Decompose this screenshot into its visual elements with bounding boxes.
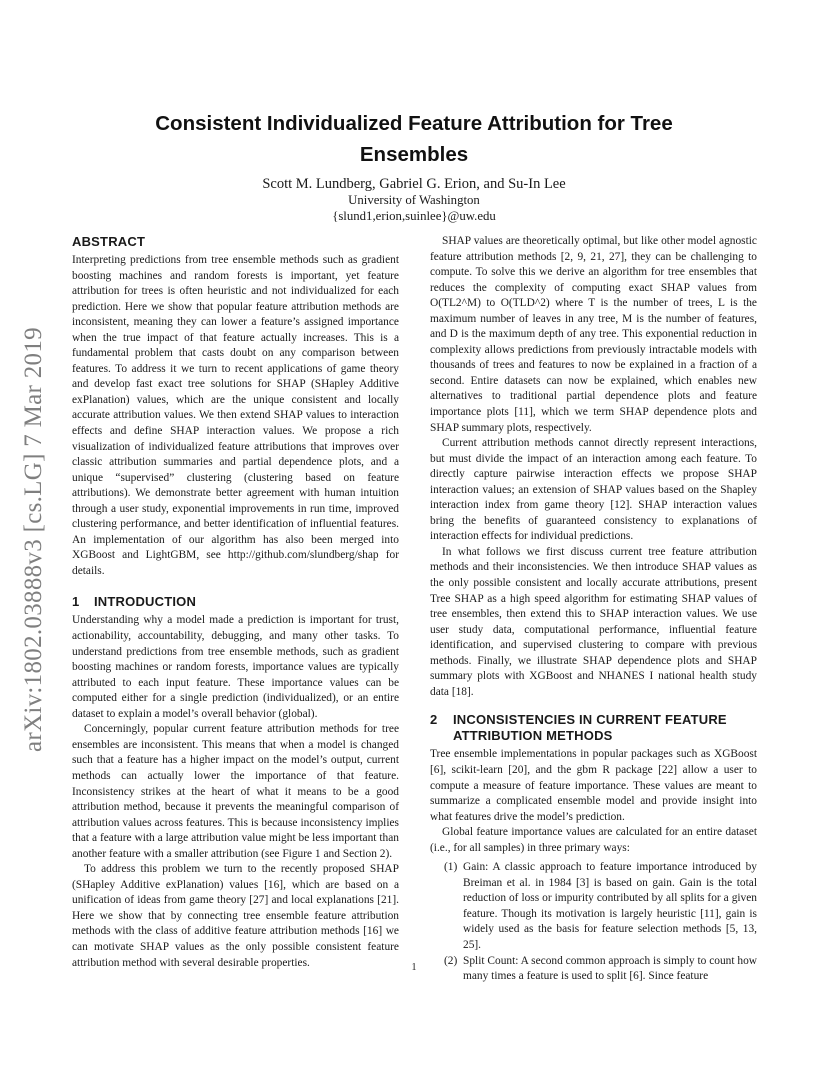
right-column bbox=[430, 234, 757, 985]
list-item-text: Split Count: A second common approach is simply to count how many times a feature is used to split [6]. Since feature bbox=[463, 954, 757, 983]
page-number: 1 bbox=[411, 962, 417, 973]
intro-paragraph-3: To address this problem we turn to the recently proposed SHAP (SHapley Additive exPlanation) values [16], which are based on a unification of ideas from game theory [27] and local explanations [21]. Here we show that by connecting tree ensemble feature attribution methods with the class of additive feature attribution methods [16] we can motivate SHAP values as the only possible consistent feature attribution method with several desirable properties. bbox=[72, 863, 399, 969]
intro-paragraph-5: Current attribution methods cannot directly represent interactions, but must divide the impact of an interaction among each feature. To directly capture pairwise interaction effects we propose SHAP interaction values; an extension of SHAP values based on the Shapley interaction index from game theory [12]. SHAP interaction values bring the benefits of guaranteed consistency to explanations of interaction effects for individual predictions. bbox=[430, 437, 757, 543]
section-number: 2 bbox=[430, 712, 438, 728]
list-item-number: (2) bbox=[444, 954, 458, 967]
section-heading-introduction bbox=[72, 594, 399, 610]
section2-paragraph-1: Tree ensemble implementations in popular packages such as XGBoost [6], scikit-learn [20], and the gbm R package [22] allow a user to compute a measure of feature importance. These values are meant to summarize a complicated ensemble model and provide insight into what features drive the model’s prediction. bbox=[430, 748, 757, 823]
arxiv-identifier: arXiv:1802.03888v3 [cs.LG] 7 Mar 2019 bbox=[20, 327, 47, 752]
intro-paragraph-4: SHAP values are theoretically optimal, but like other model agnostic feature attribution methods [2, 9, 21, 27], they can be challenging to compute. To solve this we derive an algorithm for tree ensembles that reduces the complexity of computing exact SHAP values from O(TL2^M) to O(TLD^2) where T is the number of trees, L is the maximum number of leaves in any tree, M is the number of features, and D is the maximum depth of any tree. This exponential reduction in complexity allows predictions from previously intractable models with thousands of trees and features to now be explained in a fraction of a second. Entire datasets can now be explained, which enables new alternatives to traditional partial dependence plots and feature importance plots [11], which we term SHAP dependence plots and SHAP summary plots, respectively. bbox=[430, 235, 757, 434]
left-column bbox=[72, 234, 399, 971]
paper-title: Consistent Individualized Feature Attribution for Tree Ensembles bbox=[155, 112, 673, 166]
list-item-number: (1) bbox=[444, 861, 458, 874]
section-title: INTRODUCTION bbox=[94, 594, 197, 610]
author-list: Scott M. Lundberg, Gabriel G. Erion, and Su-In Lee bbox=[262, 176, 566, 192]
intro-paragraph-1: Understanding why a model made a prediction is important for trust, actionability, accountability, debugging, and many other tasks. To understand predictions from tree ensemble methods, such as gradient boosting machines or random forests, importance values are typically attributed to each input feature. These importance values can be computed either for a single prediction (individualized), or an entire dataset to explain a model’s overall behavior (global). bbox=[72, 614, 399, 720]
list-item-text: Gain: A classic approach to feature importance introduced by Breiman et al. in 1984 [3] is based on gain. Gain is the total reduction of loss or impurity contributed by all splits for a given feature. Though its motivation is largely heuristic [11], gain is widely used as the basis for feature selection methods [5, 13, 25]. bbox=[463, 861, 757, 951]
affiliation: University of Washington bbox=[348, 193, 480, 207]
section-number: 1 bbox=[72, 594, 80, 610]
abstract-text: Interpreting predictions from tree ensemble methods such as gradient boosting machines and random forests is important, yet feature attribution for trees is often heuristic and not individualized for each prediction. Here we show that popular feature attribution methods are inconsistent, meaning they can lower a feature’s assigned importance when the true impact of that feature actually increases. This is a fundamental problem that casts doubt on any comparison between features. To address it we turn to recent applications of game theory and develop fast exact tree solutions for SHAP (SHapley Additive exPlanation) values, which are the unique consistent and locally accurate attribution values. We then extend SHAP values to interaction effects and define SHAP interaction values. We propose a rich visualization of individualized feature attributions that improves over classic attribution summaries and partial dependence plots, and a unique “supervised” clustering (clustering based on feature attributions). We demonstrate better agreement with human intuition through a user study, exponential improvements in run time, improved clustering performance, and better identification of influential features. An implementation of our algorithm has also been merged into XGBoost and LightGBM, see http://github.com/slundberg/shap for details. bbox=[72, 254, 399, 577]
intro-paragraph-6: In what follows we first discuss current tree feature attribution methods and their inconsistencies. We then introduce SHAP values as the only possible consistent and locally accurate attributions, present Tree SHAP as a high speed algorithm for estimating SHAP values of tree ensembles, then extend this to SHAP interaction values. We use user study data, computational performance, influential feature identification, and supervised clustering to compare with previous methods. Finally, we illustrate SHAP dependence plots and SHAP summary plots with XGBoost and NHANES I national health study data [18]. bbox=[430, 545, 757, 698]
section-title: INCONSISTENCIES IN CURRENT FEATURE ATTRIBUTION METHODS bbox=[453, 712, 727, 744]
list-item bbox=[430, 860, 757, 953]
section-heading-inconsistencies bbox=[430, 712, 757, 744]
section2-paragraph-2: Global feature importance values are calculated for an entire dataset (i.e., for all samples) in three primary ways: bbox=[430, 826, 757, 854]
email-address: {slund1,erion,suinlee}@uw.edu bbox=[332, 209, 496, 223]
abstract-heading: ABSTRACT bbox=[72, 234, 146, 249]
intro-paragraph-2: Concerningly, popular current feature attribution methods for tree ensembles are inconsistent. This means that when a model is changed such that a feature has a higher impact on the model’s output, current methods can actually lower the importance of that feature. Inconsistency strikes at the heart of what it means to be a good attribution method, because it prevents the meaningful comparison of attribution values across features. This is because inconsistency implies that a feature with a large attribution value might be less important than another feature with a smaller attribution (see Figure 1 and Section 2). bbox=[72, 723, 399, 860]
